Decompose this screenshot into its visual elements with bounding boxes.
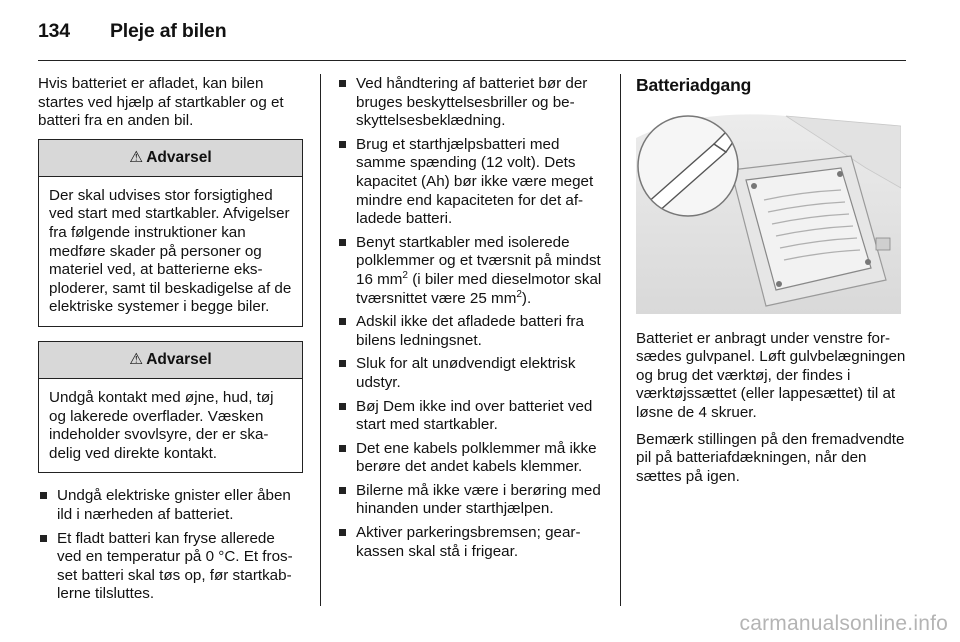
warning-icon: ⚠ bbox=[129, 350, 144, 368]
column-1 bbox=[38, 75, 303, 609]
list-item bbox=[337, 234, 605, 308]
list-item: Bøj Dem ikke ind over batteriet ved start med startkabler. bbox=[337, 398, 605, 435]
warning-box bbox=[38, 139, 303, 327]
warning-header bbox=[39, 140, 302, 177]
warning-title: Advarsel bbox=[146, 148, 212, 166]
section-heading: Batteriadgang bbox=[636, 75, 752, 95]
list-item: Ved håndtering af batteriet bør der bruges beskyttelsesbriller og beskyttelsesbeklædning. bbox=[337, 75, 605, 131]
warning-title: Advarsel bbox=[146, 350, 212, 368]
superscript: 2 bbox=[516, 288, 522, 300]
page-header bbox=[38, 20, 226, 43]
column-divider bbox=[620, 74, 621, 606]
page-number: 134 bbox=[38, 20, 70, 42]
warning-box bbox=[38, 341, 303, 473]
column-3 bbox=[636, 75, 906, 494]
body-paragraph: Batteriet er anbragt under venstre forsædes gulvpanel. Løft gulvbelægningen og brug det værktøj, der findes i værktøjssættet (eller lappesættet) til at løsne de 4 skruer. bbox=[636, 329, 906, 421]
page-title: Pleje af bilen bbox=[110, 20, 227, 42]
bullet-list bbox=[337, 75, 605, 561]
bullet-list bbox=[38, 487, 303, 604]
list-item: Bilerne må ikke være i berøring med hinanden under starthjælpen. bbox=[337, 482, 605, 519]
list-item: Adskil ikke det afladede batteri fra bilens ledningsnet. bbox=[337, 313, 605, 350]
list-item: Sluk for alt unødvendigt elektrisk udstyr. bbox=[337, 355, 605, 392]
warning-text: Undgå kontakt med øjne, hud, tøj og lakerede overflader. Væsken indeholder svovlsyre, der er skadelig ved direkte kontakt. bbox=[49, 388, 274, 462]
list-item: Brug et starthjælpsbatteri med samme spænding (12 volt). Dets kapacitet (Ah) bør ikke være meget mindre end kapaciteten for det afladede batteri. bbox=[337, 136, 605, 229]
column-divider bbox=[320, 74, 321, 606]
superscript: 2 bbox=[402, 269, 408, 281]
intro-paragraph: Hvis batteriet er afladet, kan bilen startes ved hjælp af startkabler og et batteri fra en anden bil. bbox=[38, 75, 284, 130]
cable-text: Benyt startkabler med isolerede polklemmer og et tværsnit på mindst 16 mm bbox=[356, 233, 601, 288]
body-paragraph: Bemærk stillingen på den fremadvendte pil på batteriafdækningen, når den sættes på igen. bbox=[636, 430, 905, 485]
list-item: Aktiver parkeringsbremsen; gearkassen skal stå i frigear. bbox=[337, 524, 605, 561]
cable-text: (i biler med dieselmotor skal tværsnittet være 25 mm bbox=[356, 270, 602, 307]
list-item: Undgå elektriske gnister eller åben ild i nærheden af batteriet. bbox=[38, 487, 303, 524]
watermark: carmanualsonline.info bbox=[739, 612, 948, 635]
header-rule bbox=[38, 60, 906, 61]
cable-text: ). bbox=[521, 289, 532, 307]
warning-header bbox=[39, 342, 302, 379]
list-item: Det ene kabels polklemmer må ikke berøre det andet kabels klemmer. bbox=[337, 440, 605, 477]
warning-icon: ⚠ bbox=[129, 148, 144, 166]
warning-text: Der skal udvises stor forsigtighed ved start med startkabler. Afvigelser fra følgende instruktioner kan medføre skader på personer og materiel ved, at batterierne eksploderer, samt til beskadigelse af de elektriske systemer i begge biler. bbox=[49, 186, 292, 316]
column-2 bbox=[337, 75, 605, 566]
list-item: Et fladt batteri kan fryse allerede ved en temperatur på 0 °C. Et frosset batteri skal tøs op, før startkablerne tilsluttes. bbox=[38, 530, 303, 604]
battery-cover-illustration bbox=[636, 108, 901, 314]
